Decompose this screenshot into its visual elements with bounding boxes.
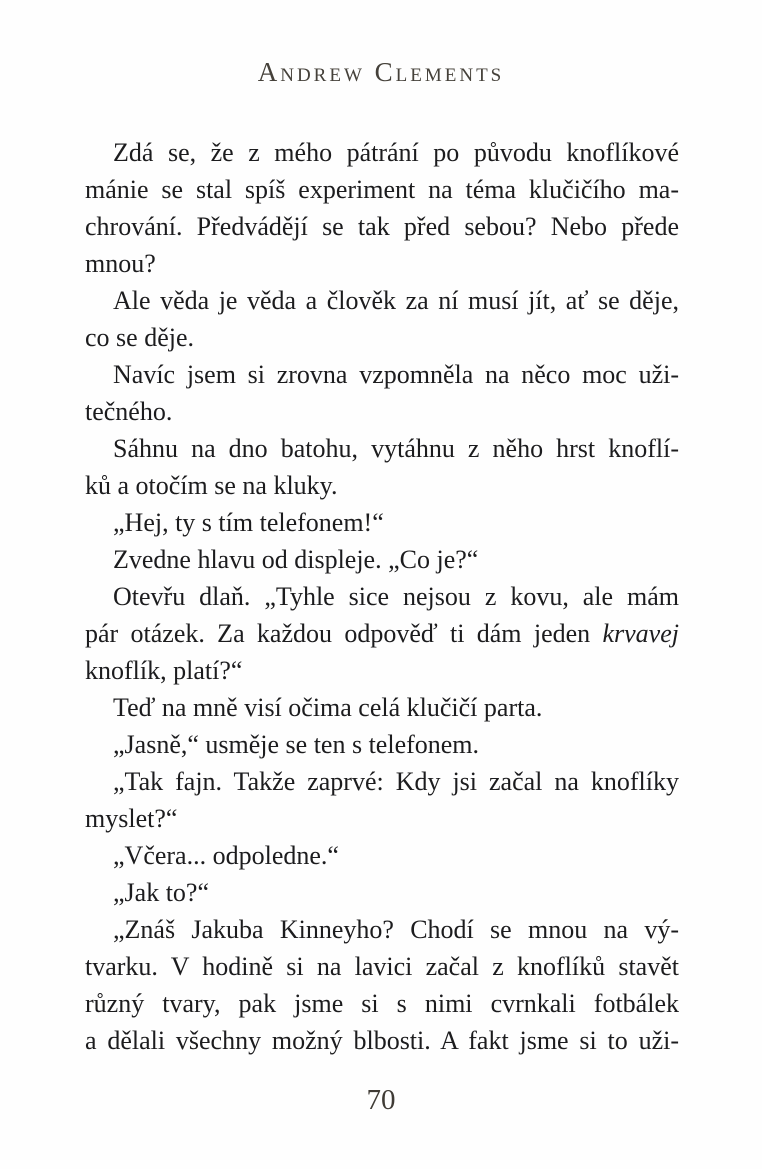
text-line: chrování. Předvádějí se tak před sebou? Nebo přede xyxy=(85,212,679,241)
paragraph xyxy=(85,356,679,430)
text-line: „Jak to?“ xyxy=(113,878,210,907)
text-line: „Včera... odpoledne.“ xyxy=(113,841,339,870)
text-line: ků a otočím se na kluky. xyxy=(85,471,338,500)
text-line: „Jasně,“ usměje se ten s telefonem. xyxy=(113,730,480,759)
page-number: 70 xyxy=(366,1084,396,1116)
paragraph xyxy=(85,911,679,1059)
text-line: „Tak fajn. Takže zaprvé: Kdy jsi začal na knoflíky xyxy=(113,767,679,796)
text-line: knoflík, platí?“ xyxy=(85,656,243,685)
paragraph xyxy=(85,282,679,356)
text-line: mnou? xyxy=(85,249,156,278)
paragraph xyxy=(85,763,679,837)
paragraph xyxy=(85,726,679,763)
text-line: různý tvary, pak jsme si s nimi cvrnkali fotbálek xyxy=(85,989,679,1018)
text-line: Zvedne hlavu od displeje. „Co je?“ xyxy=(113,545,479,574)
body-text-block xyxy=(85,134,679,1059)
text-line: myslet?“ xyxy=(85,804,178,833)
paragraph xyxy=(85,837,679,874)
paragraph xyxy=(85,874,679,911)
text-line: mánie se stal spíš experiment na téma klučičího ma- xyxy=(85,175,679,204)
text-line: Sáhnu na dno batohu, vytáhnu z něho hrst knoflí- xyxy=(113,434,679,463)
text-line: a dělali všechny možný blbosti. A fakt jsme si to uži- xyxy=(85,1026,679,1055)
text-line: co se děje. xyxy=(85,323,195,352)
text-line: Teď na mně visí očima celá klučičí parta. xyxy=(113,693,543,722)
text-line: Ale věda je věda a člověk za ní musí jít, ať se děje, xyxy=(113,286,679,315)
text-line: „Hej, ty s tím telefonem!“ xyxy=(113,508,384,537)
running-header: Andrew Clements xyxy=(257,57,505,87)
paragraph xyxy=(85,689,679,726)
text-line: Navíc jsem si zrovna vzpomněla na něco moc uži- xyxy=(113,360,679,389)
italic-text: krvavej xyxy=(602,619,679,648)
text-line: tvarku. V hodině si na lavici začal z knoflíků stavět xyxy=(85,952,679,981)
paragraph xyxy=(85,504,679,541)
text-line: Zdá se, že z mého pátrání po původu knoflíkové xyxy=(113,138,679,167)
text-line: „Znáš Jakuba Kinneyho? Chodí se mnou na vý- xyxy=(113,915,679,944)
paragraph xyxy=(85,541,679,578)
text-line: Otevřu dlaň. „Tyhle sice nejsou z kovu, ale mám xyxy=(113,582,679,611)
text-line: tečného. xyxy=(85,397,173,426)
paragraph xyxy=(85,578,679,689)
paragraph xyxy=(85,134,679,282)
paragraph xyxy=(85,430,679,504)
text-line: pár otázek. Za každou odpověď ti dám jeden krvavej xyxy=(85,619,679,648)
